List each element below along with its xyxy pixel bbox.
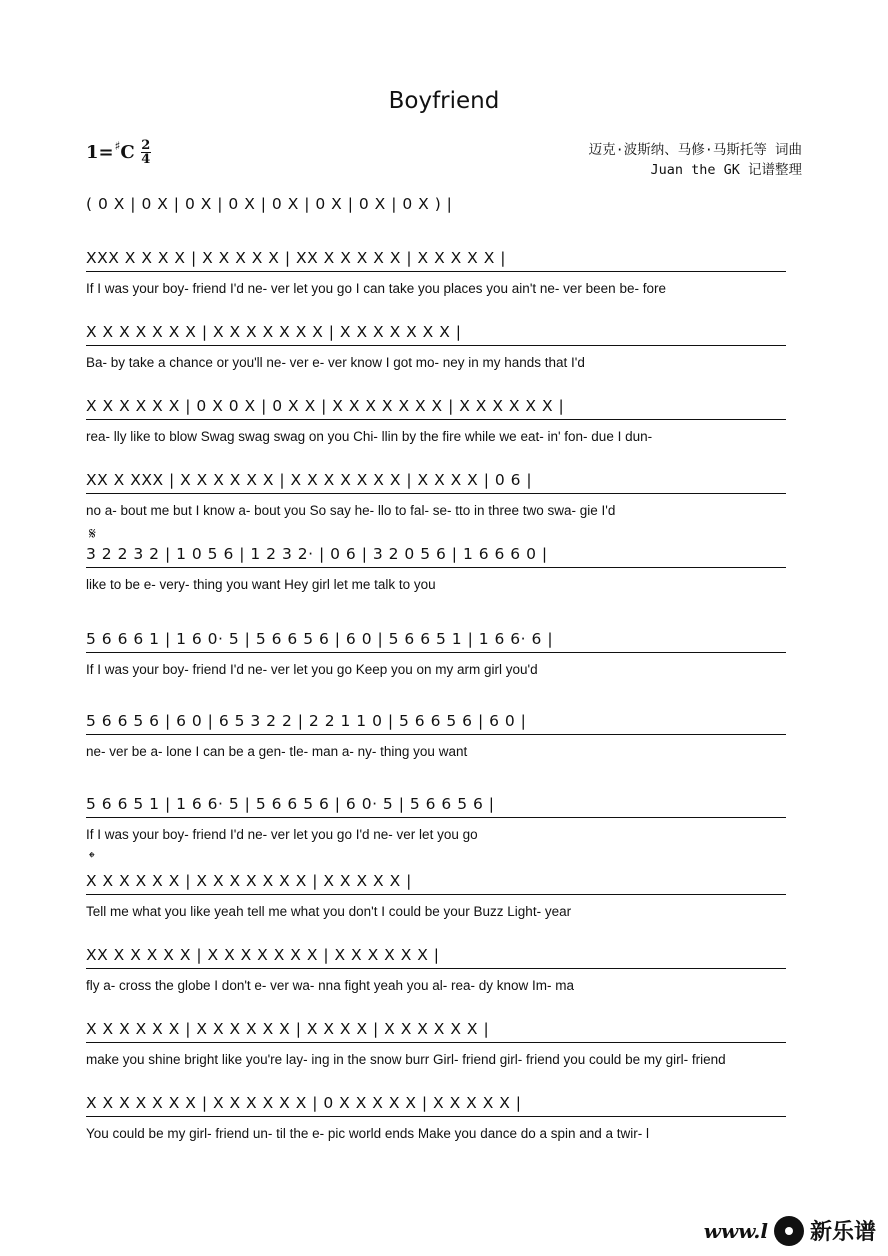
beam-line: [86, 1042, 786, 1043]
lyrics-line: [86, 227, 808, 247]
notes-text: XXX X X X X | X X X X X | XX X X X X X | X X X X X |: [86, 249, 506, 267]
credit-transcriber: Juan the GK 记谱整理: [650, 162, 802, 178]
lyrics-line: ne- ver be a- lone I can be a gen- tle- man a- ny- thing you want: [86, 744, 468, 759]
notes-text: X X X X X X | X X X X X X X | X X X X X |: [86, 872, 412, 890]
notes-text: X X X X X X X | X X X X X X | 0 X X X X X | X X X X X |: [86, 1094, 522, 1112]
score-row: [86, 195, 808, 247]
notes-text: 5 6 6 5 1 | 1 6 6· 5 | 5 6 6 5 6 | 6 0· 5 | 5 6 6 5 6 |: [86, 795, 495, 813]
score-row: [86, 323, 808, 375]
notes-text: X X X X X X | 0 X 0 X | 0 X X | X X X X X X X | X X X X X X |: [86, 397, 565, 415]
credits: [589, 140, 802, 180]
notes-text: XX X XXX | X X X X X X | X X X X X X X | X X X X | 0 6 |: [86, 471, 533, 489]
key-prefix: 1=: [86, 142, 114, 163]
beam-line: [86, 493, 786, 494]
notes-text: 5 6 6 6 1 | 1 6 0· 5 | 5 6 6 5 6 | 6 0 | 5 6 6 5 1 | 1 6 6· 6 |: [86, 630, 554, 648]
score-row: [86, 1094, 808, 1146]
notes-line: [86, 249, 808, 277]
credit-composers: 迈克·波斯纳、马修·马斯托等 词曲: [588, 142, 802, 158]
footer-brand: 新乐谱: [809, 1220, 876, 1245]
notes-line: [86, 545, 808, 573]
lyrics-line: no a- bout me but I know a- bout you So say he- llo to fal- se- tto in three two swa- gie I'd: [86, 503, 616, 518]
beam-line: [86, 734, 786, 735]
score-row: [86, 872, 808, 924]
lyrics-line: Tell me what you like yeah tell me what you don't I could be your Buzz Light- year: [86, 904, 572, 919]
score-row: [86, 630, 808, 682]
notes-text: 5 6 6 5 6 | 6 0 | 6 5 3 2 2 | 2 2 1 1 0 | 5 6 6 5 6 | 6 0 |: [86, 712, 527, 730]
footer-url: www.l: [703, 1218, 768, 1243]
lyrics-line: make you shine bright like you're lay- ing in the snow burr Girl- friend girl- friend you could be my girl- friend: [86, 1052, 726, 1067]
beam-line: [86, 817, 786, 818]
beam-line: [86, 419, 786, 420]
coda-mark: 𝄌: [89, 848, 95, 867]
notes-text: XX X X X X X | X X X X X X X | X X X X X X |: [86, 946, 440, 964]
notes-text: X X X X X X X | X X X X X X X | X X X X X X X |: [86, 323, 462, 341]
notes-line: [86, 1020, 808, 1048]
notes-line: [86, 1094, 808, 1122]
lyrics-line: fly a- cross the globe I don't e- ver wa- nna fight yeah you al- rea- dy know Im- ma: [86, 978, 575, 993]
footer-logo: [704, 1215, 876, 1246]
beam-line: [86, 345, 786, 346]
lyrics-line: If I was your boy- friend I'd ne- ver let you go Keep you on my arm girl you'd: [86, 662, 538, 677]
segno-mark: 𝄋: [89, 524, 96, 543]
beam-line: [86, 968, 786, 969]
score-row: [86, 712, 808, 764]
score-row: [86, 397, 808, 449]
notes-line: [86, 795, 808, 823]
lyrics-line: If I was your boy- friend I'd ne- ver let you go I'd ne- ver let you go: [86, 827, 478, 842]
notes-line: [86, 323, 808, 351]
notes-line: [86, 471, 808, 499]
notes-line: [86, 712, 808, 740]
key-signature: [86, 140, 151, 165]
score-row: [86, 471, 808, 523]
lyrics-line: If I was your boy- friend I'd ne- ver let you go I can take you places you ain't ne- ver been be- fore: [86, 281, 666, 296]
score-row: [86, 946, 808, 998]
score-row: [86, 249, 808, 301]
time-bottom: 4: [141, 152, 151, 167]
record-disc-icon: [774, 1216, 804, 1246]
notes-text: X X X X X X | X X X X X X | X X X X | X X X X X X |: [86, 1020, 490, 1038]
lyrics-line: You could be my girl- friend un- til the e- pic world ends Make you dance do a spin and a twir- l: [86, 1126, 650, 1141]
notes-line: [86, 630, 808, 658]
score-row: [86, 1020, 808, 1072]
key-note: C: [120, 142, 135, 163]
lyrics-line: like to be e- very- thing you want Hey girl let me talk to you: [86, 577, 436, 592]
score-row: [86, 545, 808, 597]
beam-line: [86, 567, 786, 568]
notes-line: [86, 872, 808, 900]
time-top: 2: [141, 138, 151, 153]
notes-text: ( 0 X | 0 X | 0 X | 0 X | 0 X | 0 X | 0 X | 0 X ) |: [86, 195, 453, 213]
beam-line: [86, 271, 786, 272]
page-title: Boyfriend: [388, 88, 500, 114]
score-row: [86, 795, 808, 847]
lyrics-line: Ba- by take a chance or you'll ne- ver e- ver know I got mo- ney in my hands that I'd: [86, 355, 585, 370]
lyrics-line: rea- lly like to blow Swag swag swag on you Chi- llin by the fire while we eat- in' fon- due I dun-: [86, 429, 653, 444]
sharp-sign: ♯: [114, 138, 121, 153]
beam-line: [86, 652, 786, 653]
time-signature: [141, 140, 151, 165]
beam-line: [86, 894, 786, 895]
notes-text: 3 2 2 3 2 | 1 0 5 6 | 1 2 3 2· | 0 6 | 3 2 0 5 6 | 1 6 6 6 0 |: [86, 545, 548, 563]
notes-line: [86, 397, 808, 425]
notes-line: [86, 195, 808, 223]
notes-line: [86, 946, 808, 974]
beam-line: [86, 1116, 786, 1117]
